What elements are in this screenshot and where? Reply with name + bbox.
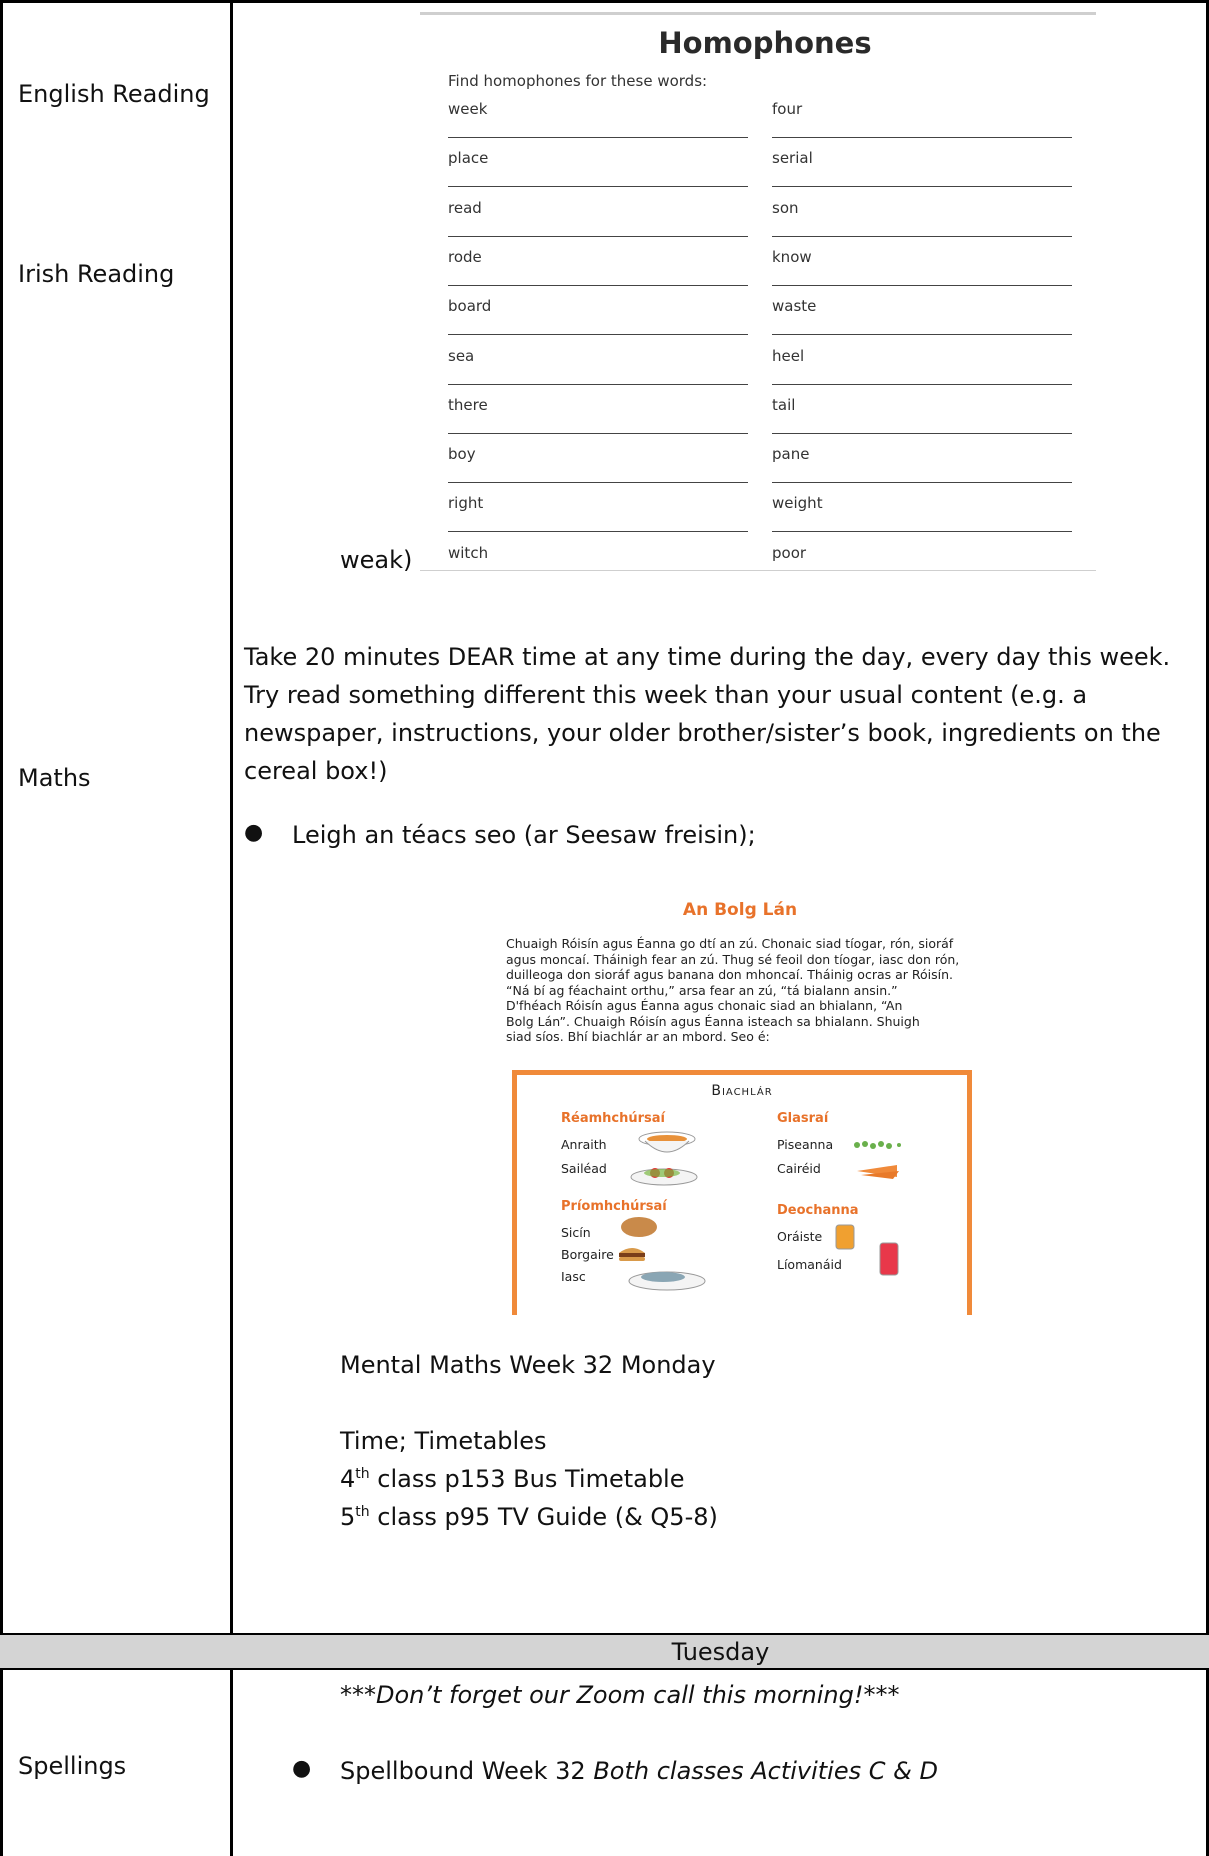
homophone-word-left: there [448, 395, 488, 414]
dear-line: newspaper, instructions, your older brother/sister’s book, ingredients on the [244, 719, 1161, 747]
spellbound-label: Spellbound Week 32 [340, 1757, 594, 1785]
irish-instruction: Leigh an téacs seo (ar Seesaw freisin); [292, 821, 756, 849]
irish-story-line: D'fhéach Róisín agus Éanna agus chonaic siad an bhialann, “An [506, 998, 903, 1013]
answer-line [772, 531, 1072, 532]
irish-story-line: Chuaigh Róisín agus Éanna go dtí an zú. Chonaic siad tíogar, rón, sioráf [506, 936, 954, 951]
homophone-word-right: weight [772, 494, 823, 513]
homophone-word-right: serial [772, 149, 813, 168]
zoom-note: ***Don’t forget our Zoom call this morning!*** [340, 1681, 900, 1709]
dear-line: Take 20 minutes DEAR time at any time during the day, every day this week. [244, 643, 1171, 671]
ordinal-suffix: th [355, 1466, 370, 1482]
answer-line [448, 482, 748, 483]
answer-line [448, 384, 748, 385]
answer-line [448, 531, 748, 532]
homophone-word-right: waste [772, 297, 817, 316]
peas-icon [847, 1137, 917, 1153]
subject-english-reading: English Reading [18, 80, 210, 108]
lemonade-icon [877, 1239, 901, 1277]
class-task: class p153 Bus Timetable [369, 1465, 685, 1493]
homophone-word-right: poor [772, 543, 807, 562]
class-number: 4 [340, 1465, 356, 1493]
salad-plate-icon [629, 1161, 699, 1187]
menu-starters-heading: Réamhchúrsaí [561, 1111, 665, 1126]
menu-mains-heading: Príomhchúrsaí [561, 1199, 667, 1214]
dear-line: cereal box!) [244, 757, 388, 785]
answer-line [448, 334, 748, 335]
menu-board [512, 1070, 972, 1315]
menu-item: Sailéad [561, 1161, 607, 1176]
homophone-word-left: boy [448, 445, 476, 464]
homophones-worksheet [420, 10, 1096, 562]
menu-item: Anraith [561, 1137, 607, 1152]
irish-story-line: siad síos. Bhí biachlár ar an mbord. Seo é: [506, 1029, 770, 1044]
column-divider-lower [230, 1669, 233, 1856]
answer-line [448, 433, 748, 434]
answer-line [448, 236, 748, 237]
menu-item: Cairéid [777, 1161, 821, 1176]
subject-maths: Maths [18, 764, 91, 792]
class-task: class p95 TV Guide (& Q5-8) [369, 1503, 718, 1531]
orange-juice-icon [833, 1221, 857, 1251]
menu-item: Líomanáid [777, 1257, 842, 1272]
homophone-word-right: heel [772, 346, 805, 365]
homophone-word-right: four [772, 100, 803, 118]
dear-line: Try read something different this week than your usual content (e.g. a [244, 681, 1088, 709]
bullet-dot: ● [292, 1756, 312, 1781]
homophone-word-right: pane [772, 445, 810, 464]
chicken-icon [617, 1215, 667, 1239]
subject-irish-reading: Irish Reading [18, 260, 175, 288]
worksheet-instruction: Find homophones for these words: [448, 72, 708, 90]
table-border-top [0, 0, 1209, 3]
homophone-word-left: sea [448, 346, 475, 365]
answer-line [772, 186, 1072, 187]
homophone-word-left: read [448, 198, 482, 217]
irish-story-line: “Ná bí ag féachaint orthu,” arsa fear an zú, “tá bialann ansin.” [506, 982, 898, 998]
bullet-dot: ● [244, 820, 264, 845]
soup-bowl-icon [637, 1127, 697, 1161]
menu-item: Piseanna [777, 1137, 834, 1152]
answer-line [448, 137, 748, 138]
menu-item: Iasc [561, 1269, 586, 1284]
homophone-word-left: week [448, 100, 488, 118]
answer-line [772, 384, 1072, 385]
answer-line [772, 433, 1072, 434]
menu-heading: Biachlár [711, 1083, 773, 1099]
spellbound-activities: Both classes Activities C & D [593, 1757, 938, 1785]
irish-reading-image [478, 880, 1002, 1302]
day-header: Tuesday [671, 1638, 770, 1666]
homophone-word-left: witch [448, 543, 489, 562]
burger-icon [617, 1243, 647, 1263]
answer-line [772, 482, 1072, 483]
weak-answer: weak) [340, 546, 413, 574]
carrots-icon [853, 1161, 903, 1181]
irish-story-body [506, 936, 976, 1045]
worksheet-top-rule [420, 12, 1096, 15]
irish-story-line: duilleoga don sioráf agus banana don mhoncaí. Tháinig ocras ar Róisín. [506, 967, 953, 982]
answer-line [772, 236, 1072, 237]
answer-line [772, 334, 1072, 335]
homophone-word-left: place [448, 149, 489, 168]
day-bar-left-edge [0, 1635, 232, 1669]
homophone-word-right: son [772, 198, 799, 217]
worksheet-title: Homophones [658, 26, 872, 60]
mental-maths: Mental Maths Week 32 Monday [340, 1351, 716, 1379]
answer-line [772, 285, 1072, 286]
menu-vegetables-heading: Glasraí [777, 1111, 829, 1126]
menu-item: Oráiste [777, 1229, 823, 1244]
homophone-word-right: know [772, 247, 812, 266]
answer-line [448, 186, 748, 187]
maths-topic: Time; Timetables [340, 1427, 547, 1455]
column-divider [230, 0, 233, 1635]
menu-item: Borgaire [561, 1247, 614, 1262]
irish-story-line: agus moncaí. Tháinigh fear an zú. Thug sé feoil don tíogar, iasc don rón, [506, 951, 960, 967]
maths-4th-class [340, 1460, 685, 1498]
menu-item: Sicín [561, 1225, 591, 1240]
homophone-word-left: right [448, 494, 484, 513]
answer-line [448, 285, 748, 286]
answer-line [772, 137, 1072, 138]
homophone-word-left: rode [448, 247, 482, 266]
homophone-word-right: tail [772, 395, 796, 414]
homophone-word-left: board [448, 297, 492, 316]
spellbound-task [340, 1752, 938, 1790]
fish-plate-icon [627, 1265, 707, 1291]
menu-drinks-heading: Deochanna [777, 1203, 859, 1218]
subject-spellings: Spellings [18, 1752, 127, 1780]
table-border-left [0, 0, 3, 1856]
irish-story-title: An Bolg Lán [682, 900, 798, 920]
maths-5th-class [340, 1498, 718, 1536]
worksheet-bottom-rule [420, 570, 1096, 571]
row-divider-after-day [0, 1668, 1209, 1670]
irish-story-line: Bolg Lán”. Chuaigh Róisín agus Éanna isteach sa bhialann. Shuigh [506, 1013, 920, 1029]
class-number: 5 [340, 1503, 356, 1531]
ordinal-suffix: th [355, 1504, 370, 1520]
